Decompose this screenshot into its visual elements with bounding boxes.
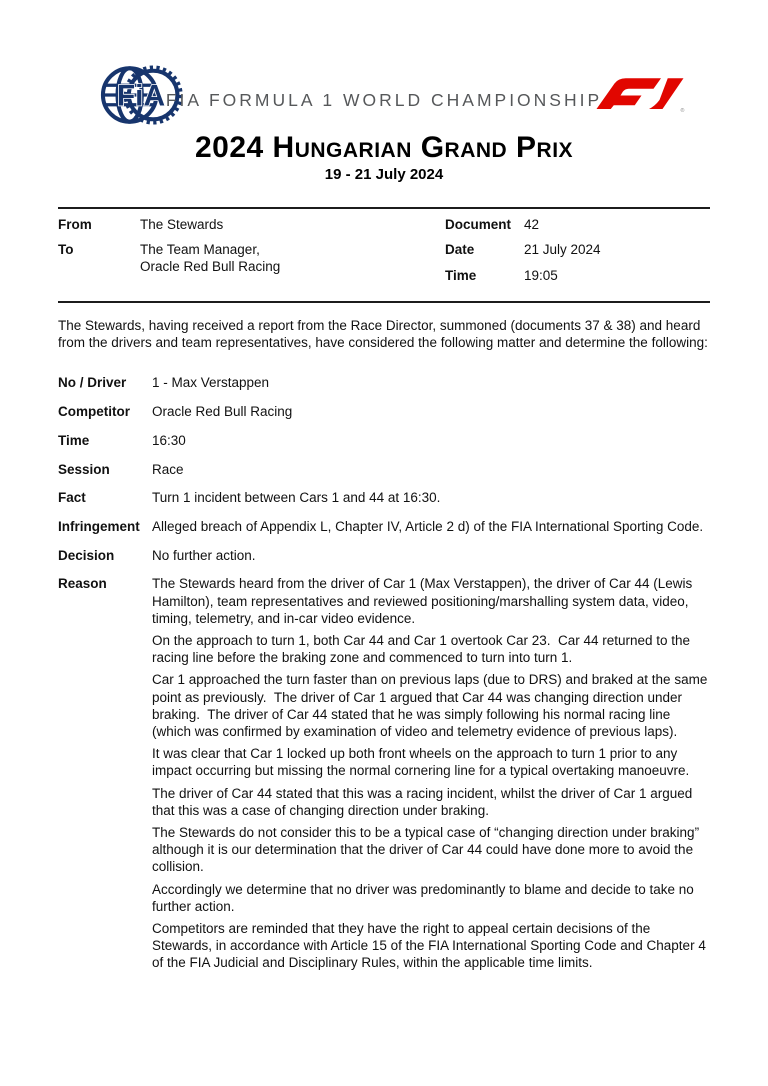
field-label: Time (58, 432, 90, 448)
svg-text:®: ® (680, 108, 685, 114)
time-label: Time (445, 267, 477, 283)
meta-row-to (58, 242, 445, 275)
championship-heading: FIA FORMULA 1 WORLD CHAMPIONSHIP (165, 90, 603, 110)
svg-text:FiA: FiA (116, 79, 166, 113)
reason-paragraph: The driver of Car 44 stated that this was a racing incident, whilst the driver of Car 1 argued that this was a case of changing direction under braking. (152, 785, 697, 818)
from-value: The Stewards (140, 217, 224, 232)
reason-paragraph: Car 1 approached the turn faster than on previous laps (due to DRS) and braked at the same point as previously. The driver of Car 1 argued that Car 44 was changing direction under braking. The driver of Car 44 stated that he was simply following his normal racing line (which was confirmed by examination of video and telemetry evidence of previous laps). (152, 672, 712, 739)
decision-fields (58, 374, 710, 563)
field-label: Infringement (58, 518, 140, 534)
reason-paragraph: Competitors are reminded that they have the right to appeal certain decisions of the Stewards, in accordance with Article 15 of the FIA International Sporting Code and Chapter 4 of the FIA Judicial and Disciplinary Rules, within the applicable time limits. (152, 920, 710, 971)
page-title: 2024 Hungarian Grand Prix (194, 131, 574, 164)
meta-row-time (445, 268, 710, 284)
field-label: Competitor (58, 404, 130, 420)
field-row (58, 518, 710, 535)
document-label: Document (445, 217, 512, 232)
reason-section (58, 575, 710, 976)
field-row (58, 547, 710, 564)
reason-label: Reason (58, 576, 107, 592)
date-value: 21 July 2024 (524, 242, 601, 258)
field-value: Race (152, 461, 184, 477)
meta-table (58, 207, 710, 303)
from-label: From (58, 217, 92, 232)
document-header (58, 0, 710, 207)
field-row (58, 461, 710, 478)
title-block (58, 131, 710, 183)
field-row (58, 489, 710, 506)
field-value: Oracle Red Bull Racing (152, 404, 293, 420)
field-value: Alleged breach of Appendix L, Chapter IV, Article 2 d) of the FIA International Sporting Code. (152, 518, 704, 534)
date-label: Date (445, 242, 475, 258)
field-row (58, 432, 710, 449)
field-row (58, 374, 710, 391)
field-label: No / Driver (58, 375, 127, 391)
field-label: Session (58, 461, 110, 477)
field-value: No further action. (152, 547, 256, 563)
to-label: To (58, 242, 74, 258)
field-value: Turn 1 incident between Cars 1 and 44 at 16:30. (152, 490, 441, 506)
reason-paragraph: On the approach to turn 1, both Car 44 and Car 1 overtook Car 23. Car 44 returned to the racing line before the braking zone and commenced to turn into turn 1. (152, 632, 694, 666)
meta-right-column (445, 217, 710, 295)
f1-logo-icon (595, 73, 685, 115)
meta-row-date (445, 242, 710, 258)
event-dates: 19 - 21 July 2024 (324, 166, 444, 183)
field-value: 1 - Max Verstappen (152, 375, 270, 391)
meta-row-document (445, 217, 710, 233)
field-label: Decision (58, 547, 115, 563)
field-label: Fact (58, 490, 86, 506)
to-value (140, 242, 445, 275)
document-number: 42 (524, 217, 540, 232)
reason-paragraph: The Stewards heard from the driver of Car 1 (Max Verstappen), the driver of Car 44 (Lewis Hamilton), team representatives and reviewed positioning/marshalling system data, video, timing, telemetry, and in-car video evidence. (152, 576, 696, 626)
to-value-line2: Oracle Red Bull Racing (140, 258, 281, 274)
reason-paragraph: Accordingly we determine that no driver was predominantly to blame and decide to take no further action. (152, 881, 698, 914)
meta-row-from (58, 217, 445, 233)
meta-left-column (58, 217, 445, 295)
reason-paragraph: It was clear that Car 1 locked up both front wheels on the approach to turn 1 prior to any impact occurring but missing the normal cornering line for a typical overtaking manoeuvre. (152, 746, 690, 779)
field-row (58, 403, 710, 420)
reason-paragraph: The Stewards do not consider this to be a typical case of “changing direction under braking” although it is our determination that the driver of Car 44 could have done more to avoid the collision. (152, 824, 703, 875)
to-value-line1: The Team Manager, (140, 242, 260, 258)
reason-paragraphs (152, 575, 710, 976)
field-value: 16:30 (152, 432, 186, 448)
time-value: 19:05 (524, 267, 558, 283)
intro-paragraph: The Stewards, having received a report from the Race Director, summoned (documents 37 & 38) and heard from the drivers and team representatives, have considered the following matter and determine the following: (58, 318, 708, 351)
